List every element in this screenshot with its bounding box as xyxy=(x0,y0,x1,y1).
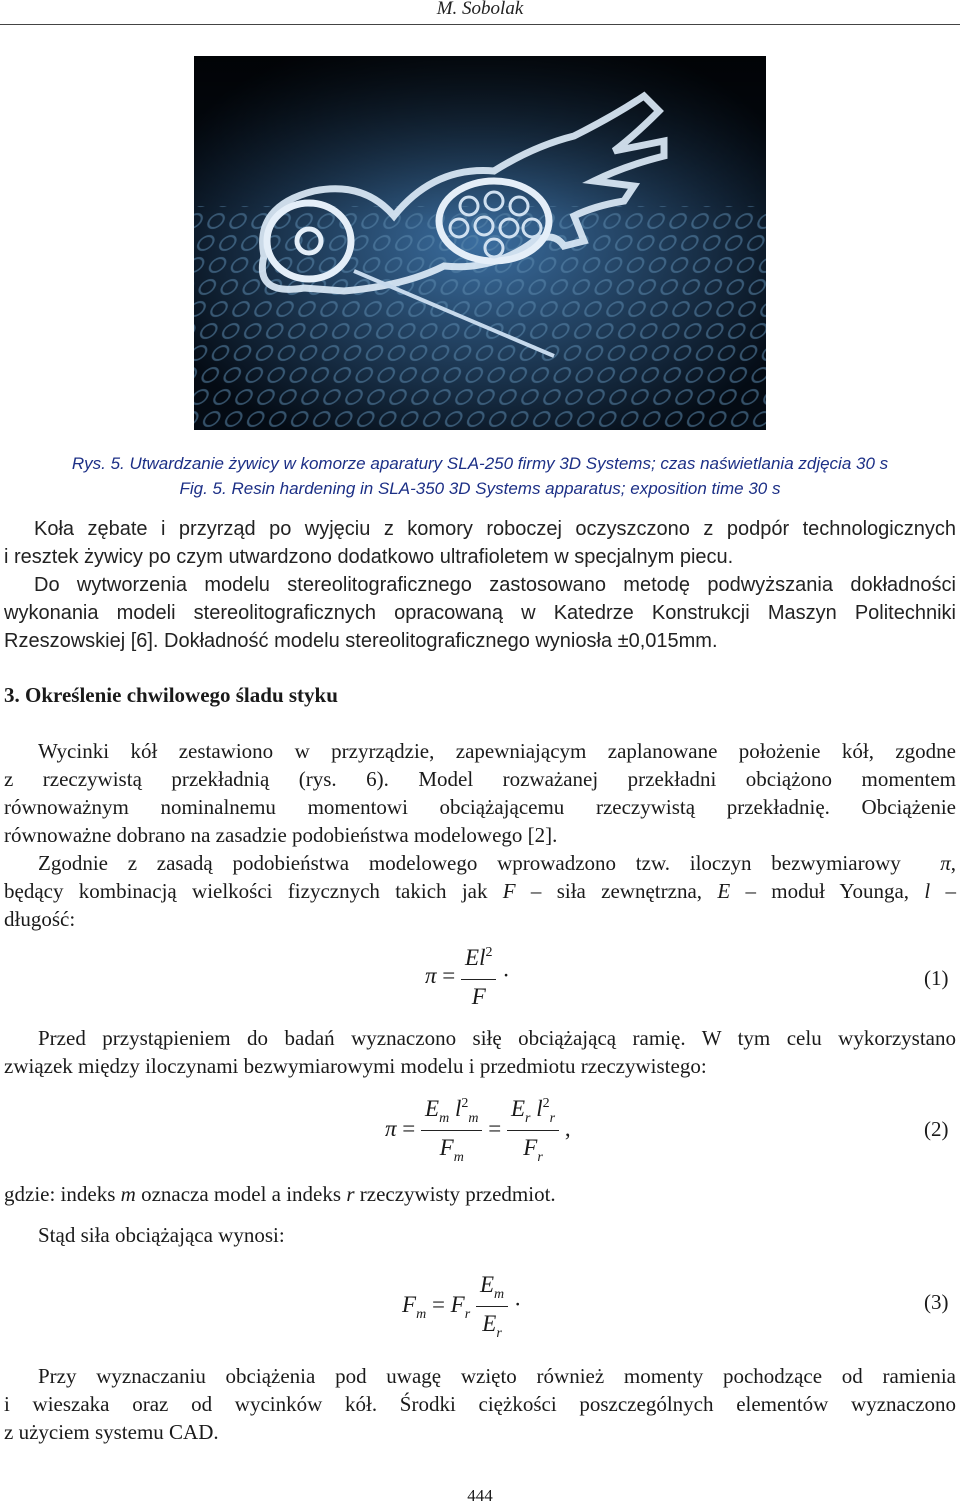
paragraph-4-rest: będący kombinacją wielkości fizycznych takich jak F – siła zewnętrzna, E – moduł Younga, l – długość: xyxy=(4,879,956,931)
paragraph-4: Zgodnie z zasadą podobieństwa modelowego wprowadzono tzw. iloczyn bezwymiarowy π, xyxy=(38,851,957,875)
paragraph-5: Przed przystąpieniem do badań wyznaczono siłę obciążającą ramię. W tym celu wykorzystano xyxy=(38,1026,956,1050)
paragraph-3-rest: z rzeczywistą przekładnią (rys. 6). Model rozważanej przekładni obciążono momentem równoważnym nominalnemu momentowi obciążającemu rzeczywistą przekładnię. Obciążenie równoważne dobrano na zasadzie podobieństwa modelowego [2]. xyxy=(4,767,956,847)
paragraph-5-line-2: związek między iloczynami bezwymiarowymi modelu i przedmiotu rzeczywistego: xyxy=(4,1054,707,1078)
paragraph-8: Przy wyznaczaniu obciążenia pod uwagę wzięto również momenty pochodzące od ramienia xyxy=(38,1364,956,1388)
header-rule xyxy=(0,24,960,25)
paragraph-6: gdzie: indeks m oznacza model a indeks r rzeczywisty przedmiot. xyxy=(4,1182,556,1206)
running-header: M. Sobolak xyxy=(436,0,524,19)
paragraph-8-rest: i wieszaka oraz od wycinków kół. Środki ciężkości poszczególnych elementów wyznaczono z użyciem systemu CAD. xyxy=(4,1392,956,1444)
page-number: 444 xyxy=(467,1486,493,1505)
figure-photo xyxy=(194,56,766,430)
equation-1: π = $\frac{El^2}{F}$ · xyxy=(425,945,510,1009)
figure-caption-en: Fig. 5. Resin hardening in SLA-350 3D Systems apparatus; exposition time 30 s xyxy=(179,479,781,498)
equation-3-number: (3) xyxy=(924,1290,949,1314)
equation-1-number: (1) xyxy=(924,966,949,990)
paragraph-1-line-2: i resztek żywicy po czym utwardzono dodatkowo ultrafioletem w specjalnym piecu. xyxy=(4,546,734,568)
paragraph-3: Wycinki kół zestawiono w przyrządzie, zapewniającym zaplanowane położenie kół, zgodne xyxy=(38,739,956,763)
equation-2-number: (2) xyxy=(924,1117,949,1141)
equation-3: $F_m = F_r$ $\frac{E_m}{E_r}$ · xyxy=(402,1272,522,1341)
section-heading: 3. Określenie chwilowego śladu styku xyxy=(4,683,338,707)
paragraph-1: Koła zębate i przyrząd po wyjęciu z komory roboczej oczyszczono z podpór technologicznych xyxy=(34,518,956,540)
stereolithography-photo xyxy=(194,56,766,430)
paragraph-2: Do wytworzenia modelu stereolitograficznego zastosowano metodę podwyższania dokładności xyxy=(34,574,956,596)
figure-caption-pl: Rys. 5. Utwardzanie żywicy w komorze aparatury SLA-250 firmy 3D Systems; czas naświetlania zdjęcia 30 s xyxy=(71,454,889,473)
paragraph-7: Stąd siła obciążająca wynosi: xyxy=(38,1223,285,1247)
equation-2: π = $\frac{E_m l^2_m}{F_m}$ = $\frac{E_r l^2_r}{F_r}$ , xyxy=(385,1096,571,1165)
paragraph-2-rest: wykonania modeli stereolitograficznych opracowaną w Katedrze Konstrukcji Maszyn Politechniki Rzeszowskiej [6]. Dokładność modelu stereolitograficznego wyniosła ±0,015mm. xyxy=(4,602,956,652)
